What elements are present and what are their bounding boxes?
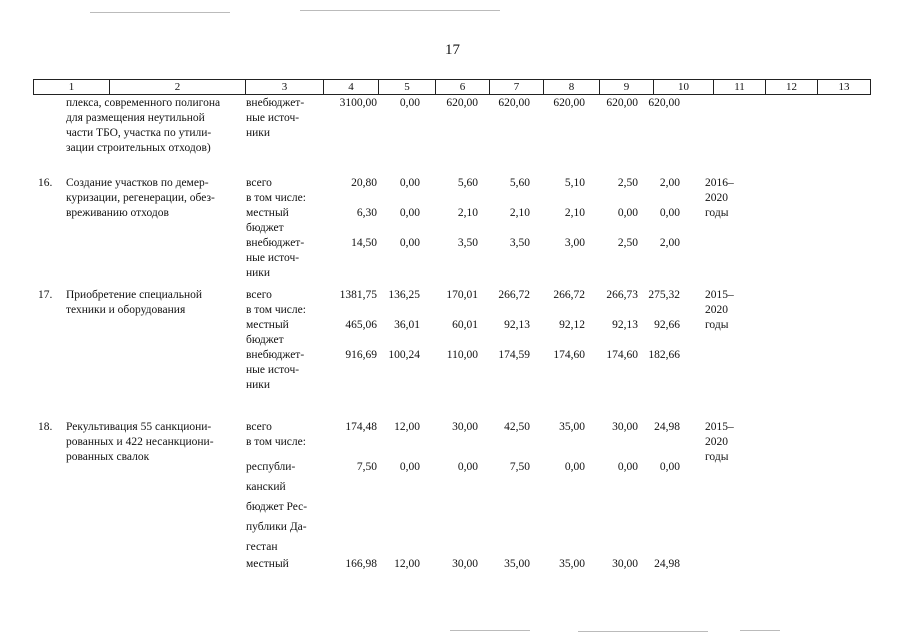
value-cell: 92,66 <box>654 319 680 331</box>
value-cell: 42,50 <box>504 421 530 433</box>
item-description-line: куризации, регенерации, обез- <box>66 192 215 204</box>
value-cell: 620,00 <box>648 97 680 109</box>
source-label-line: бюджет <box>246 222 284 234</box>
item-description-line: части ТБО, участка по утили- <box>66 127 212 139</box>
value-cell: 620,00 <box>446 97 478 109</box>
value-cell: 3,50 <box>509 237 530 249</box>
value-cell: 20,80 <box>351 177 377 189</box>
item-description-line: плекса, современного полигона <box>66 97 221 109</box>
header-cell: 11 <box>713 80 765 94</box>
value-cell: 0,00 <box>659 207 680 219</box>
value-cell: 35,00 <box>559 558 585 570</box>
value-cell: 0,00 <box>457 461 478 473</box>
value-cell: 92,13 <box>612 319 638 331</box>
value-cell: 174,60 <box>553 349 585 361</box>
value-cell: 30,00 <box>452 421 478 433</box>
value-cell: 0,00 <box>399 97 420 109</box>
source-label-line: публики Да- <box>246 521 307 533</box>
value-cell: 12,00 <box>394 421 420 433</box>
value-cell: 0,00 <box>617 207 638 219</box>
value-cell: 24,98 <box>654 558 680 570</box>
source-label-line: в том числе: <box>246 436 306 448</box>
value-cell: 174,59 <box>498 349 530 361</box>
value-cell: 24,98 <box>654 421 680 433</box>
value-cell: 0,00 <box>399 237 420 249</box>
value-cell: 0,00 <box>399 177 420 189</box>
header-cell: 6 <box>435 80 489 94</box>
value-cell: 30,00 <box>612 421 638 433</box>
value-cell: 100,24 <box>388 349 420 361</box>
value-cell: 0,00 <box>617 461 638 473</box>
value-cell: 3,50 <box>457 237 478 249</box>
header-cell: 4 <box>323 80 378 94</box>
value-cell: 92,13 <box>504 319 530 331</box>
period-line: годы <box>705 451 729 463</box>
value-cell: 2,10 <box>509 207 530 219</box>
period-line: 2015– <box>705 421 734 433</box>
source-label-line: канский <box>246 481 286 493</box>
source-label-line: ные источ- <box>246 252 300 264</box>
value-cell: 266,73 <box>606 289 638 301</box>
value-cell: 166,98 <box>345 558 377 570</box>
value-cell: 14,50 <box>351 237 377 249</box>
source-label-line: ники <box>246 127 271 139</box>
value-cell: 620,00 <box>498 97 530 109</box>
source-label-line: внебюджет- <box>246 97 305 109</box>
period-line: 2015– <box>705 289 734 301</box>
source-label-line: ники <box>246 267 271 279</box>
period-line: 2020 <box>705 304 728 316</box>
scan-artifact <box>450 630 530 631</box>
value-cell: 7,50 <box>509 461 530 473</box>
value-cell: 2,50 <box>617 237 638 249</box>
item-description-line: Приобретение специальной <box>66 289 203 301</box>
value-cell: 30,00 <box>612 558 638 570</box>
item-number: 16. <box>38 177 53 189</box>
header-cell: 7 <box>489 80 543 94</box>
header-cell: 1 <box>33 80 109 94</box>
source-label-line: внебюджет- <box>246 237 305 249</box>
value-cell: 620,00 <box>606 97 638 109</box>
source-label-line: республи- <box>246 461 296 473</box>
header-cell: 13 <box>817 80 871 94</box>
source-label-line: в том числе: <box>246 304 306 316</box>
value-cell: 3,00 <box>564 237 585 249</box>
source-label-line: ники <box>246 379 271 391</box>
source-label-line: местный <box>246 207 289 219</box>
source-label-line: в том числе: <box>246 192 306 204</box>
value-cell: 6,30 <box>356 207 377 219</box>
value-cell: 92,12 <box>559 319 585 331</box>
period-line: 2020 <box>705 436 728 448</box>
value-cell: 620,00 <box>553 97 585 109</box>
header-cell: 9 <box>599 80 653 94</box>
value-cell: 5,10 <box>564 177 585 189</box>
value-cell: 35,00 <box>559 421 585 433</box>
period-line: годы <box>705 319 729 331</box>
source-label-line: бюджет <box>246 334 284 346</box>
value-cell: 136,25 <box>388 289 420 301</box>
header-cell: 8 <box>543 80 599 94</box>
item-description-line: техники и оборудования <box>66 304 186 316</box>
item-description-line: для размещения неутильной <box>66 112 205 124</box>
value-cell: 5,60 <box>457 177 478 189</box>
scan-artifact <box>300 10 500 11</box>
value-cell: 1381,75 <box>339 289 377 301</box>
value-cell: 36,01 <box>394 319 420 331</box>
item-description-line: рованных свалок <box>66 451 150 463</box>
value-cell: 2,00 <box>659 237 680 249</box>
scan-artifact <box>90 12 230 13</box>
source-label-line: всего <box>246 289 272 301</box>
value-cell: 465,06 <box>345 319 377 331</box>
value-cell: 12,00 <box>394 558 420 570</box>
value-cell: 0,00 <box>564 461 585 473</box>
value-cell: 275,32 <box>648 289 680 301</box>
header-cell: 2 <box>109 80 245 94</box>
item-description-line: зации строительных отходов) <box>66 142 211 154</box>
value-cell: 2,10 <box>564 207 585 219</box>
value-cell: 182,66 <box>648 349 680 361</box>
header-cell: 3 <box>245 80 323 94</box>
source-label-line: внебюджет- <box>246 349 305 361</box>
header-cell: 10 <box>653 80 713 94</box>
period-line: годы <box>705 207 729 219</box>
value-cell: 266,72 <box>553 289 585 301</box>
item-description-line: Создание участков по демер- <box>66 177 209 189</box>
header-cell: 12 <box>765 80 817 94</box>
value-cell: 2,50 <box>617 177 638 189</box>
period-line: 2020 <box>705 192 728 204</box>
value-cell: 2,10 <box>457 207 478 219</box>
value-cell: 174,60 <box>606 349 638 361</box>
value-cell: 170,01 <box>446 289 478 301</box>
table-header-row <box>33 79 871 95</box>
item-description-line: Рекультивация 55 санкциони- <box>66 421 212 433</box>
value-cell: 35,00 <box>504 558 530 570</box>
item-number: 17. <box>38 289 53 301</box>
value-cell: 0,00 <box>399 207 420 219</box>
source-label-line: ные источ- <box>246 364 300 376</box>
source-label-line: всего <box>246 177 272 189</box>
source-label-line: бюджет Рес- <box>246 501 308 513</box>
scan-artifact <box>740 630 780 631</box>
scan-artifact <box>578 631 708 632</box>
source-label-line: местный <box>246 558 289 570</box>
value-cell: 30,00 <box>452 558 478 570</box>
item-number: 18. <box>38 421 53 433</box>
value-cell: 3100,00 <box>339 97 377 109</box>
value-cell: 110,00 <box>446 349 478 361</box>
source-label-line: ные источ- <box>246 112 300 124</box>
source-label-line: местный <box>246 319 289 331</box>
value-cell: 5,60 <box>509 177 530 189</box>
value-cell: 266,72 <box>498 289 530 301</box>
page-number: 17 <box>445 42 460 58</box>
item-description-line: вреживанию отходов <box>66 207 169 219</box>
value-cell: 0,00 <box>399 461 420 473</box>
value-cell: 174,48 <box>345 421 377 433</box>
value-cell: 2,00 <box>659 177 680 189</box>
header-cell: 5 <box>378 80 435 94</box>
source-label-line: гестан <box>246 541 278 553</box>
item-description-line: рованных и 422 несанкциони- <box>66 436 214 448</box>
value-cell: 0,00 <box>659 461 680 473</box>
source-label-line: всего <box>246 421 272 433</box>
value-cell: 7,50 <box>356 461 377 473</box>
value-cell: 916,69 <box>345 349 377 361</box>
value-cell: 60,01 <box>452 319 478 331</box>
period-line: 2016– <box>705 177 734 189</box>
